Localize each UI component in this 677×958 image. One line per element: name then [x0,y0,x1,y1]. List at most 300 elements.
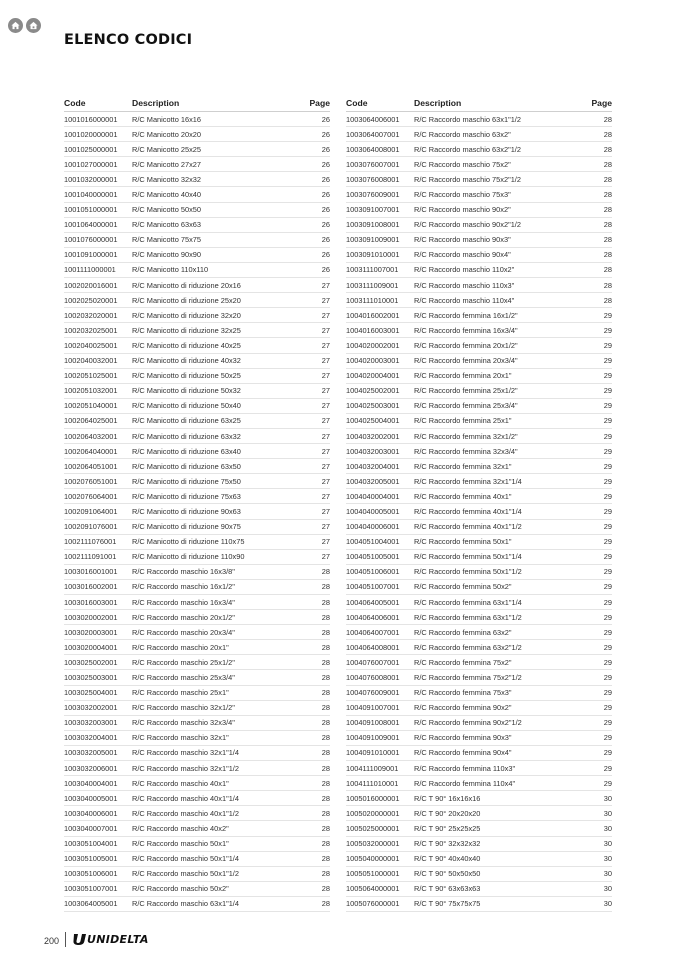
row-page: 28 [321,869,330,879]
table-row [64,444,330,459]
row-page: 27 [321,446,330,456]
row-code: 1003091007001 [346,205,400,215]
row-code: 1004016002001 [346,310,400,320]
row-page: 28 [321,854,330,864]
table-row [346,520,612,535]
row-description: R/C Manicotto di riduzione 20x16 [132,280,241,290]
row-page: 29 [603,416,612,426]
table-row [346,263,612,278]
row-page: 28 [603,190,612,200]
row-description: R/C T 90° 50x50x50 [414,869,481,879]
row-code: 1005051000001 [346,869,400,879]
row-code: 1003032004001 [64,733,118,743]
table-row [64,882,330,897]
row-description: R/C Raccordo femmina 16x3/4" [414,325,518,335]
row-page: 27 [321,340,330,350]
row-code: 1002064025001 [64,416,118,426]
row-description: R/C T 90° 25x25x25 [414,823,481,833]
table-row [64,384,330,399]
row-description: R/C T 90° 75x75x75 [414,899,481,909]
row-description: R/C Raccordo maschio 75x2"1/2 [414,174,521,184]
row-description: R/C Manicotto di riduzione 75x50 [132,476,241,486]
row-description: R/C Raccordo maschio 50x1" [132,839,229,849]
row-page: 29 [603,386,612,396]
table-row [64,716,330,731]
row-code: 1004076009001 [346,688,400,698]
row-code: 1004020004001 [346,371,400,381]
row-code: 1003020004001 [64,642,118,652]
row-page: 26 [321,129,330,139]
row-description: R/C Raccordo maschio 32x1" [132,733,229,743]
row-page: 29 [603,597,612,607]
row-description: R/C Raccordo maschio 32x1"1/2 [132,763,239,773]
row-description: R/C Raccordo femmina 20x1/2" [414,340,518,350]
header-code: Code [346,98,368,108]
row-code: 1002051040001 [64,401,118,411]
table-row [64,821,330,836]
row-code: 1003051007001 [64,884,118,894]
row-description: R/C Raccordo maschio 50x1"1/4 [132,854,239,864]
row-page: 26 [321,235,330,245]
table-row [346,399,612,414]
row-page: 27 [321,416,330,426]
row-page: 29 [603,582,612,592]
row-description: R/C Raccordo femmina 90x4" [414,748,512,758]
table-row [346,248,612,263]
row-page: 29 [603,778,612,788]
row-page: 30 [603,793,612,803]
row-code: 1003111010001 [346,295,399,305]
table-row [346,293,612,308]
row-code: 1004111009001 [346,763,399,773]
table-row [64,127,330,142]
row-code: 1004091010001 [346,748,400,758]
row-page: 26 [321,265,330,275]
row-page: 29 [603,612,612,622]
table-row [346,731,612,746]
row-description: R/C Manicotto di riduzione 63x50 [132,461,241,471]
row-description: R/C Manicotto di riduzione 90x63 [132,506,241,516]
table-row [346,776,612,791]
row-code: 1003032002001 [64,703,118,713]
top-nav-icons [8,18,41,33]
row-code: 1004020003001 [346,356,400,366]
row-code: 1004025004001 [346,416,400,426]
row-page: 30 [603,899,612,909]
table-row [64,897,330,912]
table-row [346,338,612,353]
row-code: 1001016000001 [64,114,118,124]
row-code: 1003032005001 [64,748,118,758]
row-code: 1002051032001 [64,386,118,396]
row-description: R/C Manicotto 20x20 [132,129,202,139]
row-code: 1004032005001 [346,476,400,486]
table-row [346,489,612,504]
table-row [64,655,330,670]
row-page: 28 [321,733,330,743]
row-code: 1005020000001 [346,808,400,818]
row-code: 1003025002001 [64,657,118,667]
table-row [346,218,612,233]
row-description: R/C Raccordo maschio 63x2"1/2 [414,144,521,154]
row-description: R/C Manicotto 32x32 [132,174,202,184]
table-row [64,746,330,761]
home-icon[interactable] [8,18,23,33]
row-page: 29 [603,537,612,547]
table-row [64,610,330,625]
table-row [64,248,330,263]
row-code: 1001020000001 [64,129,118,139]
row-description: R/C T 90° 40x40x40 [414,854,481,864]
row-code: 1003064008001 [346,144,400,154]
row-code: 1005016000001 [346,793,400,803]
row-page: 28 [603,114,612,124]
home-alt-icon[interactable] [26,18,41,33]
row-description: R/C Raccordo femmina 32x1"1/4 [414,476,522,486]
table-row [64,263,330,278]
unidelta-logo-icon [72,932,88,946]
table-row [64,731,330,746]
row-code: 1003076008001 [346,174,400,184]
row-description: R/C Raccordo femmina 50x1"1/2 [414,567,522,577]
table-row [64,625,330,640]
row-page: 29 [603,446,612,456]
row-code: 1003091009001 [346,235,400,245]
row-code: 1003032003001 [64,718,118,728]
row-description: R/C Raccordo maschio 50x2" [132,884,229,894]
row-description: R/C Raccordo maschio 63x1"1/4 [132,899,239,909]
row-description: R/C Manicotto di riduzione 40x25 [132,340,241,350]
row-code: 1003016003001 [64,597,118,607]
row-page: 30 [603,823,612,833]
table-row [64,429,330,444]
table-row [346,142,612,157]
row-page: 28 [321,808,330,818]
row-code: 1003040005001 [64,793,118,803]
row-description: R/C Raccordo femmina 25x3/4" [414,401,518,411]
table-header [64,98,330,112]
row-page: 29 [603,642,612,652]
row-page: 28 [321,718,330,728]
table-row [346,444,612,459]
row-page: 28 [603,129,612,139]
row-description: R/C Raccordo femmina 40x1" [414,491,512,501]
table-row [64,293,330,308]
row-page: 30 [603,839,612,849]
row-code: 1003064007001 [346,129,400,139]
row-page: 28 [321,657,330,667]
row-code: 1004040004001 [346,491,400,501]
table-row [346,308,612,323]
table-row [64,640,330,655]
row-description: R/C Raccordo femmina 40x1"1/2 [414,522,522,532]
row-code: 1002025020001 [64,295,118,305]
row-code: 1003064005001 [64,899,118,909]
row-description: R/C Raccordo maschio 40x1"1/2 [132,808,239,818]
row-code: 1003111009001 [346,280,399,290]
row-description: R/C Raccordo maschio 16x3/8" [132,567,235,577]
row-code: 1003091010001 [346,250,400,260]
row-page: 28 [321,612,330,622]
row-page: 29 [603,491,612,501]
row-page: 29 [603,733,612,743]
row-description: R/C Raccordo femmina 63x2" [414,627,512,637]
row-description: R/C Raccordo femmina 25x1" [414,416,512,426]
row-page: 27 [321,386,330,396]
header-page: Page [591,98,612,108]
table-row [346,670,612,685]
row-description: R/C Raccordo femmina 32x3/4" [414,446,518,456]
row-description: R/C Raccordo femmina 90x3" [414,733,512,743]
row-description: R/C Raccordo maschio 75x2" [414,159,511,169]
table-row [346,897,612,912]
row-code: 1003025004001 [64,688,118,698]
row-description: R/C Raccordo maschio 90x4" [414,250,511,260]
row-description: R/C Manicotto 50x50 [132,205,202,215]
table-row [64,565,330,580]
table-row [64,550,330,565]
row-code: 1003040007001 [64,823,118,833]
table-row [346,867,612,882]
code-table-right [346,98,612,912]
table-row [346,580,612,595]
row-code: 1004051005001 [346,552,400,562]
row-code: 1004040006001 [346,522,400,532]
table-row [346,625,612,640]
row-description: R/C Raccordo femmina 40x1"1/4 [414,506,522,516]
row-page: 28 [603,265,612,275]
row-description: R/C Manicotto di riduzione 63x25 [132,416,241,426]
row-description: R/C Raccordo maschio 90x2"1/2 [414,220,521,230]
row-page: 29 [603,401,612,411]
table-row [346,595,612,610]
table-row [64,112,330,127]
row-description: R/C Raccordo maschio 110x3" [414,280,515,290]
table-row [346,203,612,218]
table-row [346,535,612,550]
row-description: R/C Raccordo femmina 75x2" [414,657,512,667]
table-row [346,112,612,127]
table-row [346,746,612,761]
row-code: 1002076051001 [64,476,118,486]
row-description: R/C Raccordo maschio 20x1" [132,642,229,652]
row-description: R/C Raccordo maschio 110x2" [414,265,515,275]
row-description: R/C Raccordo maschio 40x1"1/4 [132,793,239,803]
table-row [346,837,612,852]
row-description: R/C Raccordo femmina 90x2"1/2 [414,718,522,728]
row-page: 29 [603,431,612,441]
table-row [346,716,612,731]
row-description: R/C Raccordo femmina 110x4" [414,778,516,788]
page-number: 200 [44,936,60,946]
row-page: 26 [321,220,330,230]
table-row [346,852,612,867]
row-description: R/C Manicotto di riduzione 110x75 [132,537,245,547]
row-code: 1002064051001 [64,461,118,471]
row-description: R/C Manicotto di riduzione 63x32 [132,431,241,441]
row-code: 1002040032001 [64,356,118,366]
table-row [64,806,330,821]
row-description: R/C Manicotto di riduzione 50x40 [132,401,241,411]
row-description: R/C T 90° 16x16x16 [414,793,481,803]
header-page: Page [309,98,330,108]
row-page: 26 [321,174,330,184]
row-code: 1004091009001 [346,733,400,743]
row-page: 27 [321,431,330,441]
row-code: 1001051000001 [64,205,118,215]
row-code: 1002051025001 [64,371,118,381]
row-code: 1004051006001 [346,567,400,577]
table-row [346,429,612,444]
row-page: 29 [603,552,612,562]
row-page: 28 [603,205,612,215]
row-code: 1004064005001 [346,597,400,607]
table-row [346,761,612,776]
table-row [346,550,612,565]
row-code: 1004020002001 [346,340,400,350]
row-description: R/C Manicotto di riduzione 50x25 [132,371,241,381]
row-page: 28 [603,159,612,169]
row-code: 1004064007001 [346,627,400,637]
row-description: R/C Raccordo maschio 90x3" [414,235,511,245]
row-code: 1005032000001 [346,839,400,849]
row-description: R/C Manicotto 63x63 [132,220,202,230]
row-page: 28 [321,823,330,833]
row-description: R/C Raccordo maschio 63x2" [414,129,511,139]
table-row [346,157,612,172]
table-row [346,369,612,384]
row-page: 30 [603,884,612,894]
row-code: 1005064000001 [346,884,400,894]
table-row [346,504,612,519]
row-description: R/C T 90° 63x63x63 [414,884,481,894]
row-page: 27 [321,325,330,335]
header-code: Code [64,98,86,108]
table-row [346,882,612,897]
row-page: 29 [603,673,612,683]
table-body-left [64,112,330,912]
row-code: 1003025003001 [64,673,118,683]
row-page: 28 [321,703,330,713]
row-page: 26 [321,144,330,154]
table-row [64,791,330,806]
row-page: 27 [321,356,330,366]
row-code: 1001111000001 [64,265,116,275]
table-row [64,761,330,776]
row-page: 27 [321,310,330,320]
code-table-left [64,98,330,912]
table-row [64,354,330,369]
row-code: 1002040025001 [64,340,118,350]
row-page: 27 [321,295,330,305]
table-row [346,354,612,369]
row-page: 28 [321,793,330,803]
row-code: 1001091000001 [64,250,118,260]
row-code: 1004016003001 [346,325,400,335]
row-page: 29 [603,703,612,713]
table-row [346,474,612,489]
row-page: 30 [603,808,612,818]
row-page: 28 [321,673,330,683]
row-code: 1001025000001 [64,144,118,154]
row-page: 30 [603,854,612,864]
row-code: 1003040006001 [64,808,118,818]
row-page: 28 [321,627,330,637]
table-row [346,459,612,474]
table-row [346,384,612,399]
row-code: 1004091008001 [346,718,400,728]
table-row [64,474,330,489]
table-row [346,701,612,716]
row-code: 1004076007001 [346,657,400,667]
row-code: 1003051004001 [64,839,118,849]
row-description: R/C Raccordo maschio 32x1/2" [132,703,235,713]
row-description: R/C Raccordo femmina 63x1"1/4 [414,597,522,607]
row-page: 26 [321,114,330,124]
row-page: 28 [603,295,612,305]
row-code: 1001040000001 [64,190,118,200]
table-body-right [346,112,612,912]
row-description: R/C Raccordo femmina 50x2" [414,582,512,592]
header-description: Description [414,98,462,108]
row-code: 1004076008001 [346,673,400,683]
row-page: 27 [321,491,330,501]
row-description: R/C Raccordo femmina 32x1" [414,461,512,471]
row-page: 28 [321,748,330,758]
row-code: 1001064000001 [64,220,118,230]
row-page: 27 [321,371,330,381]
row-page: 28 [603,220,612,230]
row-page: 28 [603,250,612,260]
row-description: R/C Raccordo femmina 16x1/2" [414,310,518,320]
row-code: 1004032003001 [346,446,400,456]
row-description: R/C Raccordo femmina 32x1/2" [414,431,518,441]
row-code: 1005076000001 [346,899,400,909]
row-code: 1002064032001 [64,431,118,441]
row-description: R/C Raccordo femmina 90x2" [414,703,512,713]
table-row [64,187,330,202]
row-description: R/C Raccordo maschio 90x2" [414,205,511,215]
row-description: R/C Manicotto di riduzione 90x75 [132,522,241,532]
row-page: 28 [321,763,330,773]
table-row [346,806,612,821]
row-code: 1002020016001 [64,280,118,290]
row-description: R/C Manicotto 90x90 [132,250,202,260]
row-code: 1002032025001 [64,325,118,335]
row-page: 28 [321,642,330,652]
header-description: Description [132,98,180,108]
row-code: 1003076007001 [346,159,400,169]
row-page: 27 [321,552,330,562]
row-page: 27 [321,280,330,290]
table-row [346,278,612,293]
table-row [64,535,330,550]
row-page: 29 [603,627,612,637]
row-page: 26 [321,159,330,169]
row-description: R/C Manicotto di riduzione 32x25 [132,325,241,335]
row-description: R/C Raccordo maschio 20x3/4" [132,627,235,637]
row-page: 27 [321,401,330,411]
row-page: 29 [603,567,612,577]
row-description: R/C Raccordo maschio 50x1"1/2 [132,869,239,879]
row-description: R/C T 90° 32x32x32 [414,839,481,849]
row-page: 27 [321,537,330,547]
table-row [346,686,612,701]
row-description: R/C Raccordo femmina 75x3" [414,688,512,698]
table-row [64,867,330,882]
row-page: 27 [321,522,330,532]
row-page: 26 [321,205,330,215]
